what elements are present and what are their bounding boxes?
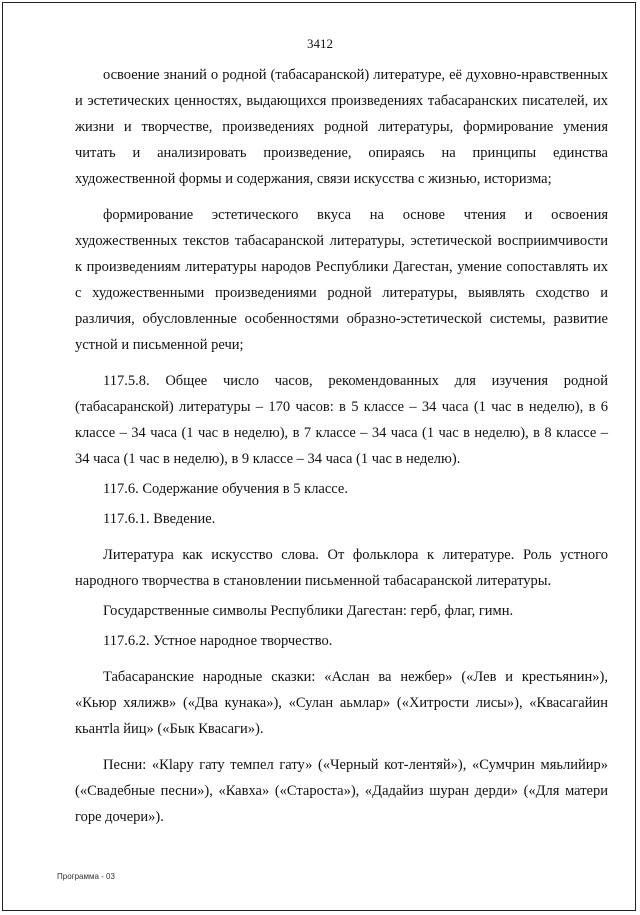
section-heading-content-grade5: 117.6. Содержание обучения в 5 классе.	[103, 481, 348, 497]
section-heading-oral-folk: 117.6.2. Устное народное творчество.	[103, 633, 333, 649]
paragraph-folk-tales: Табасаранские народные сказки: «Аслан ва нежбер» («Лев и крестьянин»), «Кьюр хялижв» («Два кунака»), «Сулан аьмлар» («Хитрости лисы»), «Квасагайин кьантlа йиц» («Бык Квасаги»).	[75, 669, 608, 737]
page-number: 3412	[307, 36, 333, 51]
paragraph-goal-knowledge: освоение знаний о родной (табасаранской) литературе, её духовно-нравственных и эстетических ценностях, выдающихся произведениях табасаранских писателей, их жизни и творчестве, произведениях родной литературы, формирование умения читать и анализировать произведение, опираясь на принципы единства художественной формы и содержания, связи искусства с жизнью, историзма;	[75, 67, 608, 187]
section-heading-introduction: 117.6.1. Введение.	[103, 511, 216, 527]
paragraph-state-symbols: Государственные символы Республики Дагестан: герб, флаг, гимн.	[103, 603, 514, 619]
footer-program-code: Программа - 03	[57, 872, 115, 881]
paragraph-goal-aesthetic: формирование эстетического вкуса на основе чтения и освоения художественных текстов табасаранской литературы, эстетической восприимчивости к произведениям литературы народов Республики Дагестан, умение сопоставлять их с художественными произведениями родной литературы, выявлять сходство и различия, обусловленные особенностями образно-эстетической системы, развитие устной и письменной речи;	[75, 207, 608, 353]
paragraph-hours: 117.5.8. Общее число часов, рекомендованных для изучения родной (табасаранской) литературы – 170 часов: в 5 классе – 34 часа (1 час в неделю), в 6 классе – 34 часа (1 час в неделю), в 7 классе – 34 часа (1 час в неделю), в 8 классе – 34 часа (1 час в неделю), в 9 классе – 34 часа (1 час в неделю).	[75, 373, 608, 467]
document-body	[75, 62, 608, 830]
paragraph-songs: Песни: «Кlару гату темпел гату» («Черный кот-лентяй»), «Сумчрин мяьлийир» («Свадебные песни»), «Кавха» («Староста»), «Дадайиз шуран дерди» («Для матери горе дочери»).	[75, 757, 608, 825]
paragraph-literature-art: Литература как искусство слова. От фольклора к литературе. Роль устного народного творчества в становлении письменной табасаранской литературы.	[75, 547, 608, 589]
